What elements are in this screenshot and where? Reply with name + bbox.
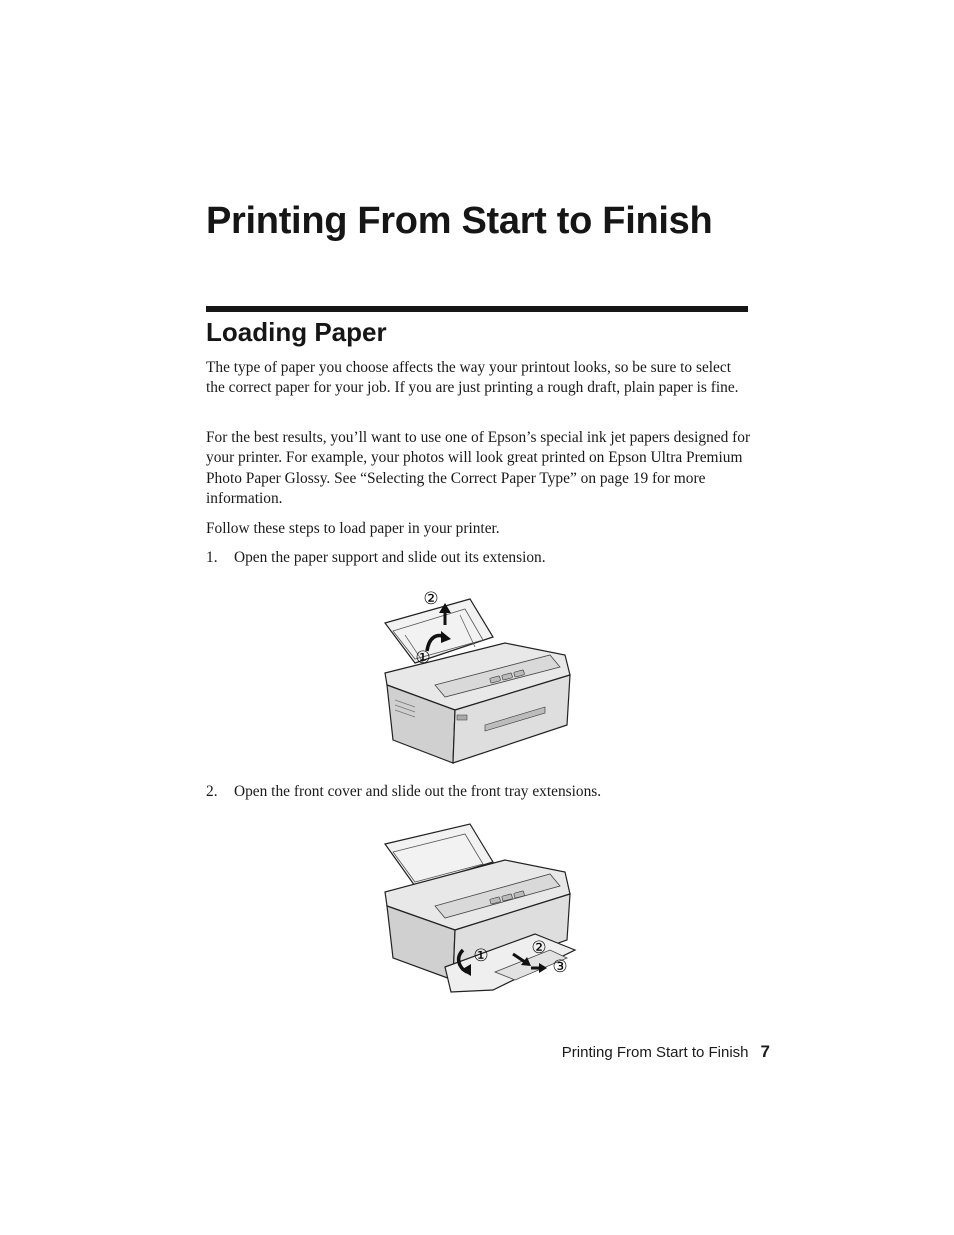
section-rule bbox=[206, 306, 748, 312]
step-number: 2. bbox=[206, 783, 218, 800]
step-text: Open the paper support and slide out its extension. bbox=[234, 549, 546, 566]
section-title: Loading Paper bbox=[206, 317, 387, 347]
step-2 bbox=[206, 782, 751, 802]
paragraph-paper-type: The type of paper you choose affects the way your printout looks, so be sure to select the correct paper for your job. If you are just printing a rough draft, plain paper is fine. bbox=[206, 359, 739, 397]
step-1 bbox=[206, 548, 751, 568]
paragraph-best-results: For the best results, you’ll want to use one of Epson’s special ink jet papers designed for your printer. For example, your photos will look great printed on Epson Ultra Premium Photo Paper Glossy. See “Selecting the Correct Paper Type” on page 19 for more information. bbox=[206, 429, 751, 507]
callout-2: ② bbox=[423, 589, 439, 609]
callout-1: ① bbox=[415, 648, 431, 668]
step-number: 1. bbox=[206, 549, 218, 566]
callout-3: ③ bbox=[552, 957, 568, 977]
chapter-title: Printing From Start to Finish bbox=[206, 200, 713, 242]
paragraph-follow-steps: Follow these steps to load paper in your printer. bbox=[206, 520, 500, 537]
printer-illustration-paper-support bbox=[375, 585, 580, 767]
printer-illustration-front-tray bbox=[375, 822, 585, 1000]
step-text: Open the front cover and slide out the front tray extensions. bbox=[234, 783, 602, 800]
page-footer bbox=[562, 1042, 770, 1063]
running-title: Printing From Start to Finish bbox=[561, 1044, 749, 1061]
callout-1: ① bbox=[473, 946, 489, 966]
callout-2: ② bbox=[531, 938, 547, 958]
page-number: 7 bbox=[760, 1042, 770, 1061]
